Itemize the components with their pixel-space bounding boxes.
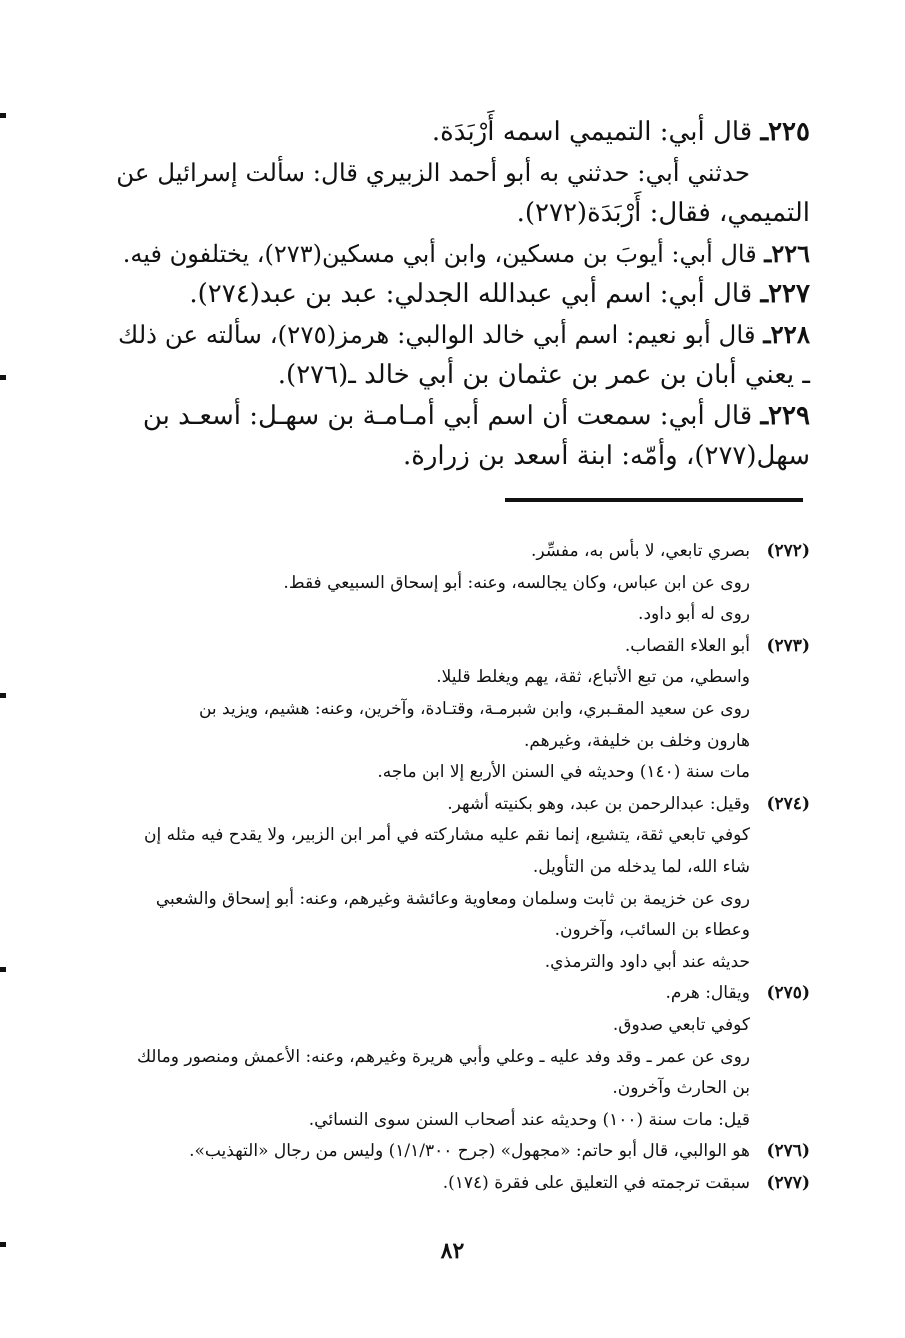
main-text: [110, 112, 810, 477]
footnote-line: وعطاء بن السائب، وآخرون.: [554, 920, 750, 941]
footnote-line: حديثه عند أبي داود والترمذي.: [544, 951, 750, 972]
footnote-body: [110, 978, 750, 1136]
margin-mark: [0, 967, 6, 972]
footnote-line: بن الحارث وآخرون.: [612, 1078, 750, 1099]
main-line: [110, 315, 810, 356]
footnote: [110, 536, 810, 631]
footnotes: [110, 536, 810, 1199]
footnote: [110, 1168, 810, 1200]
footnote-line: وقيل: عبدالرحمن بن عبد، وهو بكنيته أشهر.: [447, 793, 750, 814]
main-line: [110, 153, 810, 194]
main-line-text: قال أبو نعيم: اسم أبي خالد الوالبي: هرمز(٢٧٥)، سألته عن ذلك: [118, 319, 764, 349]
footnote-line: بصري تابعي، لا بأس به، مفسِّر.: [530, 541, 750, 561]
footnote-number: (٢٧٦): [766, 1141, 810, 1162]
main-line: [110, 274, 810, 315]
main-line-text: حدثني أبي: حدثني به أبو أحمد الزبيري قال: سألت إسرائيل عن: [116, 157, 750, 187]
footnote-line: كوفي تابعي صدوق.: [612, 1014, 750, 1035]
paragraph-number: ٢٢٩ـ: [760, 400, 810, 431]
footnote-line: قيل: مات سنة (١٠٠) وحديثه عند أصحاب السنن سوى النسائي.: [308, 1109, 750, 1130]
footnote-line: مات سنة (١٤٠) وحديثه في السنن الأربع إلا ابن ماجه.: [377, 762, 750, 783]
footnote: [110, 631, 810, 789]
footnote-line: هو الوالبي، قال أبو حاتم: «مجهول» (جرح ١/١/٣٠٠) وليس من رجال «التهذيب».: [189, 1141, 750, 1162]
paragraph-number: ٢٢٥ـ: [760, 117, 810, 147]
footnote-line: روى عن خزيمة بن ثابت وسلمان ومعاوية وعائشة وغيرهم، وعنه: أبو إسحاق والشعبي: [155, 888, 750, 909]
main-line-text: قال أبي: اسم أبي عبدالله الجدلي: عبد بن عبد(٢٧٤).: [189, 279, 761, 309]
footnote-body: [110, 789, 750, 979]
main-line-text: قال أبي: التميمي اسمه أَرْبَدَة.: [431, 117, 761, 147]
footnote-line: روى عن ابن عباس، وكان يجالسه، وعنه: أبو إسحاق السبيعي فقط.: [283, 572, 750, 593]
footnote-line: روى له أبو داود.: [638, 604, 750, 625]
footnote-body: [110, 631, 750, 789]
page-number: ٨٢: [440, 1238, 465, 1264]
footnote-line: واسطي، من تبع الأتباع، ثقة، يهم ويغلط قليلا.: [436, 667, 750, 688]
footnote: [110, 1136, 810, 1168]
main-line: [110, 112, 810, 153]
margin-mark: [0, 375, 6, 380]
footnote-body: [110, 536, 750, 631]
footnote-line: ويقال: هرم.: [665, 983, 750, 1004]
margin-mark: [0, 693, 6, 698]
footnote-line: سبقت ترجمته في التعليق على فقرة (١٧٤).: [442, 1172, 750, 1193]
footnote-body: [110, 1136, 750, 1168]
footnote-number: (٢٧٣): [766, 635, 810, 656]
paragraph-number: ٢٢٧ـ: [760, 279, 810, 309]
footnote-line: روى عن عمر ـ وقد وفد عليه ـ وعلي وأبي هريرة وغيرهم، وعنه: الأعمش ومنصور ومالك: [136, 1046, 750, 1067]
footnote-body: [110, 1168, 750, 1200]
main-line-text: سهل(٢٧٧)، وأمّه: ابنة أسعد بن زرارة.: [402, 441, 810, 471]
main-line-text: التميمي، فقال: أَرْبَدَة(٢٧٢).: [516, 198, 810, 228]
footnote-number: (٢٧٧): [766, 1172, 810, 1193]
main-line: [110, 436, 810, 477]
footnote: [110, 789, 810, 979]
footnote-number: (٢٧٥): [766, 983, 810, 1004]
footnote: [110, 978, 810, 1136]
footnote-line: هارون وخلف بن خليفة، وغيرهم.: [523, 730, 750, 751]
main-line-text: قال أبي: أيوبَ بن مسكين، وابن أبي مسكين(٢٧٣)، يختلفون فيه.: [122, 239, 765, 268]
main-line: [110, 234, 810, 275]
paragraph-number: ٢٢٦ـ: [764, 238, 810, 268]
footnote-number: (٢٧٢): [766, 541, 810, 561]
main-line: [110, 193, 810, 234]
main-line-text: ـ يعني أبان بن عمر بن عثمان بن أبي خالد ـ(٢٧٦).: [277, 360, 810, 390]
footnote-line: شاء الله، لما يدخله من التأويل.: [532, 856, 750, 877]
margin-mark: [0, 113, 6, 118]
main-line: [110, 355, 810, 396]
paragraph-number: ٢٢٨ـ: [763, 319, 810, 349]
main-line-text: قال أبي: سمعت أن اسم أبي أمـامـة بن سهـل: أسعـد بن: [142, 400, 761, 431]
footnote-line: كوفي تابعي ثقة، يتشيع، إنما نقم عليه مشاركته في أمر ابن الزبير، ولا يقدح فيه مثله إن: [144, 825, 750, 846]
footnote-line: أبو العلاء القصاب.: [624, 635, 750, 656]
footnote-separator: [505, 498, 803, 502]
footnote-number: (٢٧٤): [766, 793, 810, 814]
footnote-line: روى عن سعيد المقـبري، وابن شبرمـة، وقتـادة، وآخرين، وعنه: هشيم، ويزيد بن: [198, 698, 750, 719]
main-line: [110, 396, 810, 437]
